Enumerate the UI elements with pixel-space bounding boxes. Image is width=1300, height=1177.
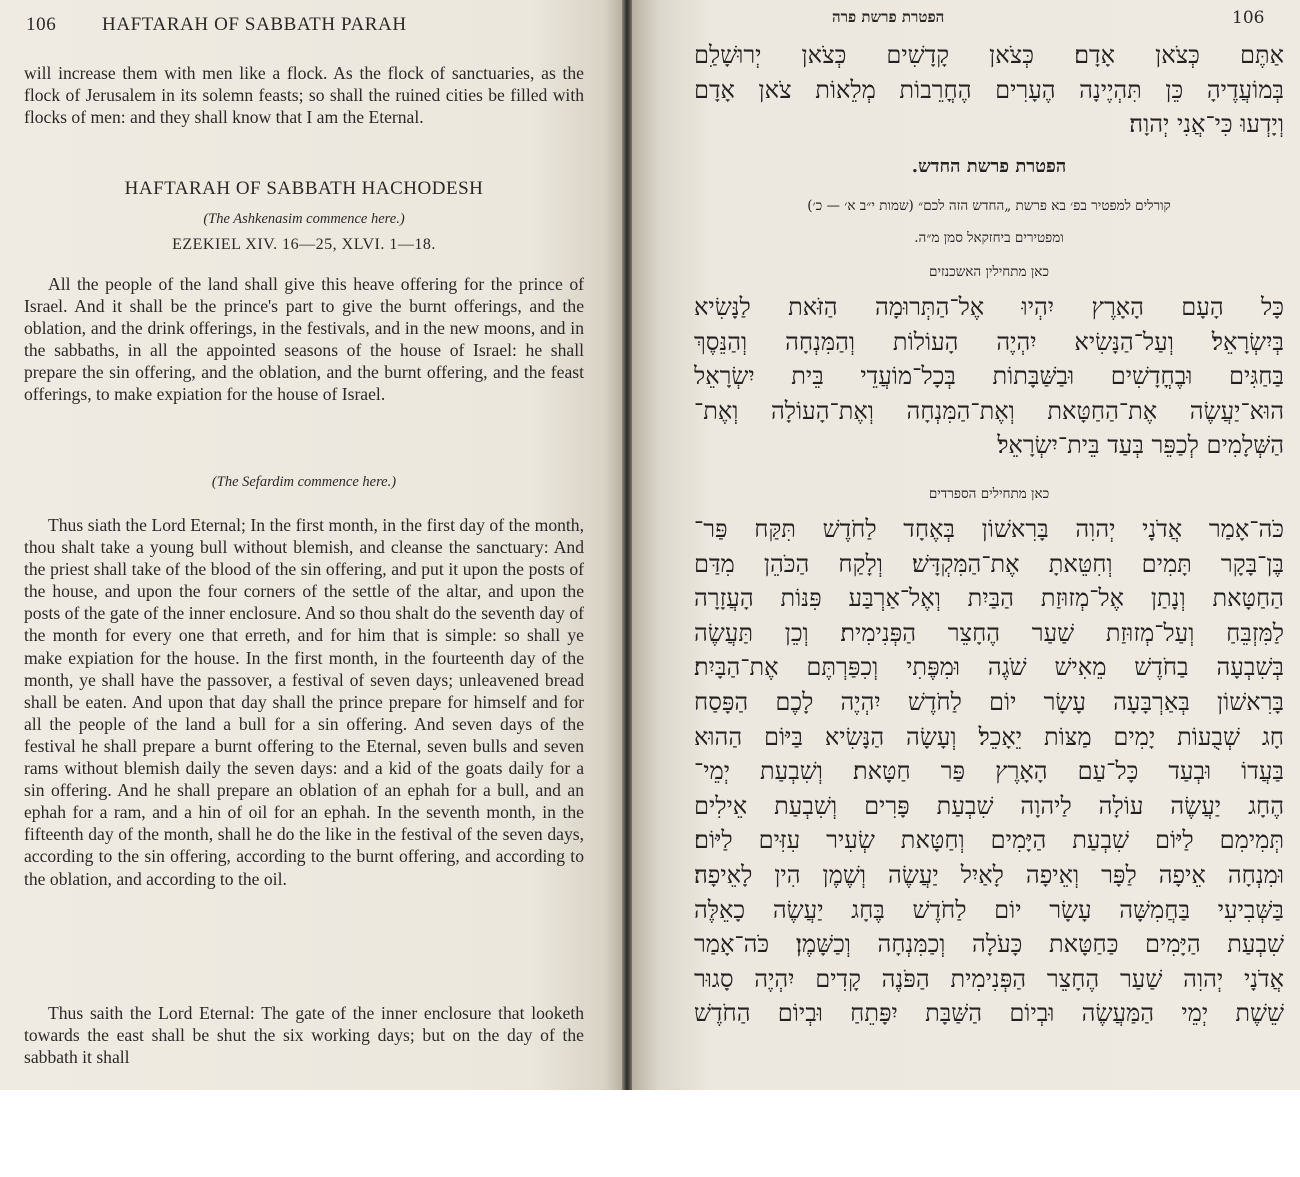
hebrew-line: כֹּה־אָמַר אֲדֹנָי יְהוִה בָּרִאשׁוֹן בְּאֶחָד לַחֹדֶשׁ תִּקַּח פַּר־ [694,515,1284,543]
hebrew-line: בַּחַגִּים וּבֶחֳדָשִׁים וּבַשַּׁבָּתוֹת בְּכָל־מוֹעֲדֵי בֵּית יִשְׂרָאֵל [694,362,1284,391]
hebrew-line: אֲדֹנָי יְהוִה שַׁעַר הֶחָצֵר הַפְּנִימִית הַפֹּנֶה קָדִים יִהְיֶה סָגוּר [694,964,1284,993]
hebrew-line: הֶחָג יַעֲשֶׂה עוֹלָה לַיהוָה שִׁבְעַת פָּרִים וְשִׁבְעַת אֵילִים [694,791,1284,820]
hebrew-line: הַחַטָּאת וְנָתַן אֶל־מְזוּזַת הַבַּיִת וְאֶל־אַרְבַּע פִּנּוֹת הָעֲזָרָה [694,584,1284,613]
sefardim-note: (The Sefardim commence here.) [211,474,397,490]
paragraph-2: Thus siath the Lord Eternal; In the first month, in the first day of the month, thou shalt take a young bull without blemish, and cleanse the sanctuary: And the priest shall take of the blood of the sin offering, and put it upon the posts of the house, and upon the four corners of the settle of the altar, and upon the posts of the gate of the inner enclosure. And so thou shalt do the seventh day of the month for every one that erreth, and for him that is simple: so shall ye make expiation for the house. In the first month, in the fourteenth day of the month, ye shall have the passover, a festival of seven days; unleavened bread shall be eaten. And upon that day shall the prince prepare for himself and for all the people of the land a bull for a sin offering. And seven days of the festival he shall prepare a burnt offering to the Eternal, seven bulls and seven rams without blemish daily the seven days: and a kid of the goats daily for a sin offering. And he shall prepare an oblation of an ephah for a bull, and an ephah for a ram, and a hin of oil for an ephah. In the seventh month, in the fifteenth day of the month, shall he do the like in the festival of the seven days, according to the sin offering, according to the burnt offering, and according to the oblation, and according to the oil. [24,515,584,889]
hebrew-line: כָּל הָעָם הָאָרֶץ יִהְיוּ אֶל־הַתְּרוּמָה הַזֹּאת לַנָּשִׂיא [694,293,1284,321]
right-running-head [632,8,1300,36]
hebrew-rubric-2: ומפטירים ביחזקאל סמן מ״ה. [914,230,1064,246]
left-page-number: 106 [26,14,57,35]
hebrew-paragraph-1 [694,290,1284,463]
hebrew-line: וּמִנְחָה אֵיפָה לַפָּר וְאֵיפָה לָאַיִל יַעֲשֶׂה וְשֶׁמֶן הִין לָאֵיפָה׃ [694,860,1284,889]
hebrew-line: וְיָדְעוּ כִּי־אֲנִי יְהוָה׃ [1129,110,1284,139]
left-page [0,0,622,1090]
bottom-margin [0,1090,1300,1177]
hebrew-line: הוּא־יַעֲשֶׂה אֶת־הַחַטָּאת וְאֶת־הַמִּנְחָה וְאֶת־הָעוֹלָה וְאֶת־ [694,396,1284,425]
hebrew-line: שֵׁשֶׁת יְמֵי הַמַּעֲשֶׂה וּבְיוֹם הַשַּׁבָּת יִפָּתֵחַ וּבְיוֹם הַחֹדֶשׁ [694,999,1284,1028]
book-gutter [622,0,632,1090]
hebrew-line: הַשְּׁלָמִים לְכַפֵּר בְּעַד בֵּית־יִשְׂרָאֵל׃ [997,431,1284,460]
hebrew-rubric-1: קורלים למפטיר בפ׳ בא פרשת „החדש הזה לכם״ (שמות י״ב א׳ — כ׳) [807,198,1171,214]
right-running-title: הפטרת פרשת פרה [832,8,945,26]
hebrew-intro [694,38,1284,142]
hebrew-line: שִׁבְעַת הַיָּמִים כַּחַטָּאת כָּעֹלָה וְכַמִּנְחָה וְכַשָּׁמֶן׃ כֹּה־אָמַר [694,930,1284,959]
hebrew-line: בֶּן־בָּקָר תָּמִים וְחִטֵּאתָ אֶת־הַמִּקְדָּשׁ׃ וְלָקַח הַכֹּהֵן מִדַּם [694,549,1284,578]
scripture-reference: EZEKIEL XIV. 16—25, XLVI. 1—18. [172,236,436,253]
hebrew-line: תְּמִימִם לַיּוֹם שִׁבְעַת הַיָּמִים וְחַטָּאת שְׂעִיר עִזִּים לַיּוֹם׃ [694,826,1284,855]
hebrew-line: בַּשְּׁבִיעִי בַּחֲמִשָּׁה עָשָׂר יוֹם לַחֹדֶשׁ בֶּחָג יַעֲשֶׂה כָאֵלֶּה [694,895,1284,924]
hebrew-sefardim-note: כאן מתחילים הספרדים [928,486,1050,502]
hebrew-section-title: הפטרת פרשת החדש. [911,156,1067,177]
hebrew-line: בְּשִׁבְעָה בַחֹדֶשׁ מֵאִישׁ שֹׁגֶה וּמִפֶּתִי וְכִפַּרְתֶּם אֶת־הַבָּיִת׃ [694,653,1284,682]
hebrew-line: לַמִּזְבֵּחַ וְעַל־מְזוּזַת שַׁעַר הֶחָצֵר הַפְּנִימִית׃ וְכֵן תַּעֲשֶׂה [694,618,1284,647]
hebrew-line: בְּיִשְׂרָאֵל׃ וְעַל־הַנָּשִׂיא יִהְיֶה הָעוֹלוֹת וְהַמִּנְחָה וְהַנֵּסֶךְ [694,327,1284,356]
section-title: HAFTARAH OF SABBATH HACHODESH [124,178,484,199]
left-running-head [26,14,616,36]
paragraph-3: Thus saith the Lord Eternal: The gate of the inner enclosure that looketh towards the east shall be shut the six working days; but on the day of the sabbath it shall [24,1003,584,1068]
hebrew-line: בַּעֲדוֹ וּבְעַד כָּל־עַם הָאָרֶץ פַּר חַטָּאת׃ וְשִׁבְעַת יְמֵי־ [694,757,1284,786]
intro-paragraph: will increase them with men like a flock. As the flock of sanctuaries, as the flock of Jerusalem in its solemn feasts; so shall the ruined cities be filled with flocks of men: and they shall know that I am the Eternal. [24,63,584,128]
paragraph-1: All the people of the land shall give this heave offering for the prince of Israel. And it shall be the prince's part to give the burnt offerings, and the oblation, and the drink offerings, in the festivals, and in the new moons, and in the sabbaths, in all the appointed seasons of the house of Israel: he shall prepare the sin offering, and the oblation, and the burnt offering, and the feast offerings, to make expiation for the house of Israel. [24,274,584,405]
hebrew-line: חָג שְׁבֻעוֹת יָמִים מַצּוֹת יֵאָכֵל׃ וְעָשָׂה הַנָּשִׂיא בַּיּוֹם הַהוּא [694,722,1284,751]
right-page-number: 106 [1232,8,1265,28]
hebrew-line: אַתֶּם כְּצֹאן אָדָם׃ כְּצֹאן קָדָשִׁים כְּצֹאן יְרוּשָׁלַ͏ִם [694,41,1284,69]
left-running-title: HAFTARAH OF SABBATH PARAH [102,14,407,35]
right-page [632,0,1300,1090]
hebrew-line: בְּמוֹעֲדֶיהָ כֵּן תִּהְיֶינָה הֶעָרִים הֶחֳרֵבוֹת מְלֵאוֹת צֹאן אָדָם [694,75,1284,104]
ashkenasim-note: (The Ashkenasim commence here.) [203,211,405,227]
hebrew-paragraph-2 [694,512,1284,1031]
hebrew-ashkenasim-note: כאן מתחילין האשכנזים [929,264,1049,280]
hebrew-line: בָּרִאשׁוֹן בְּאַרְבָּעָה עָשָׂר יוֹם לַחֹדֶשׁ יִהְיֶה לָכֶם הַפָּסַח [694,687,1284,716]
